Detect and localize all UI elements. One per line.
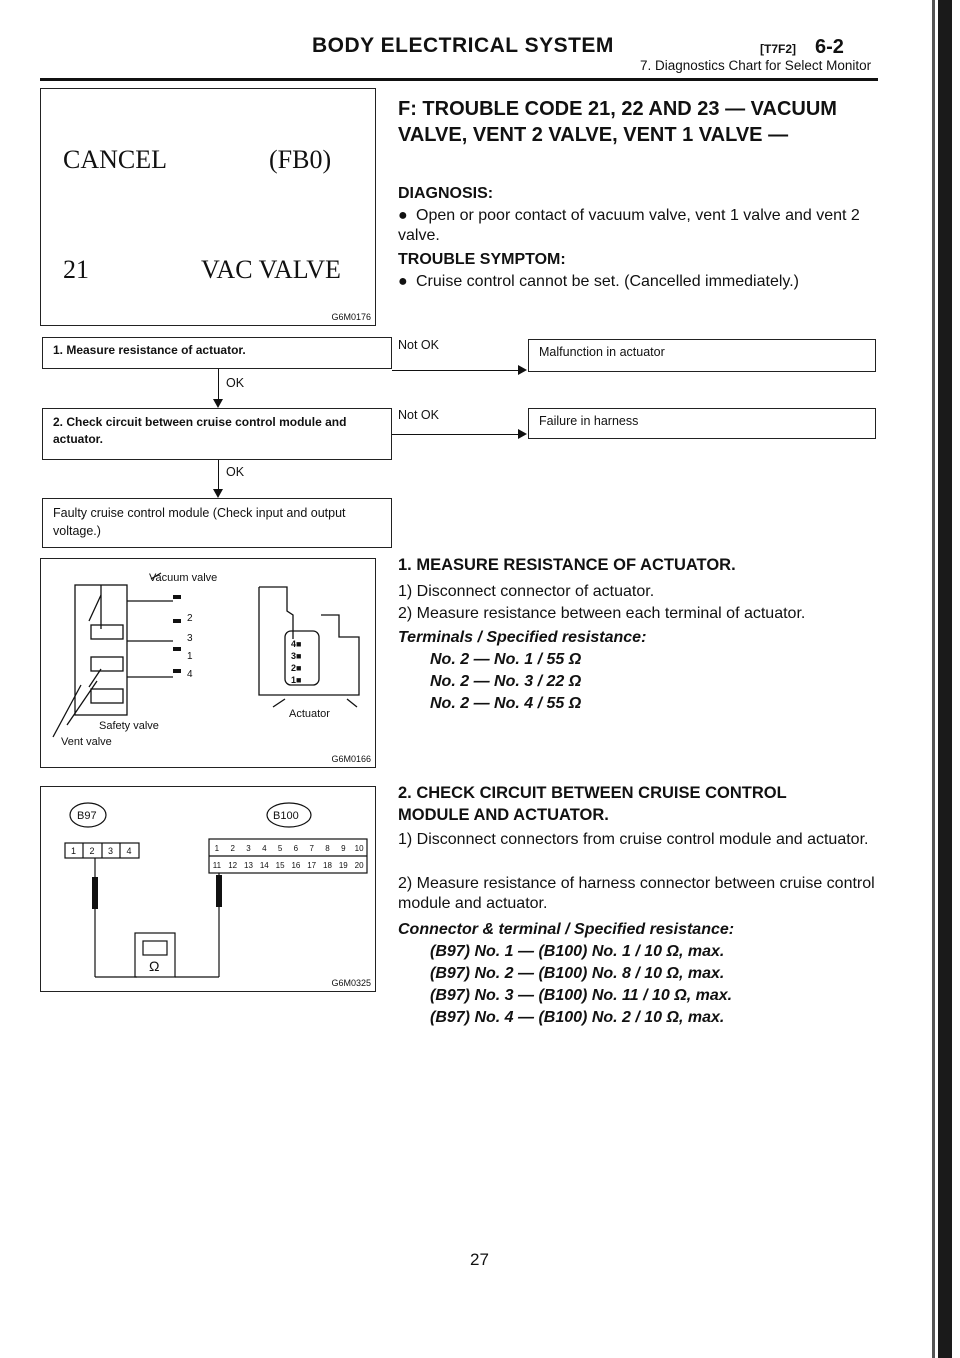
check-step-1: 1) Disconnect connectors from cruise control module and actuator. <box>398 831 869 848</box>
select-monitor-display <box>40 88 376 326</box>
flow-not-ok-2: Not OK <box>398 408 439 422</box>
flow-arrow-1-not-ok <box>392 370 524 371</box>
b100-pin: 9 <box>341 844 346 853</box>
b100-pin: 2 <box>230 844 235 853</box>
b100-pin: 11 <box>212 861 222 870</box>
connector-figure <box>40 786 376 992</box>
b100-pin: 10 <box>354 844 364 853</box>
diagnosis-item: ● Open or poor contact of vacuum valve, vent 1 valve and vent 2 valve. <box>398 207 860 244</box>
header-page-ref: 6-2 <box>815 36 844 58</box>
actuator-figure <box>40 558 376 768</box>
display-valve: VAC VALVE <box>201 255 341 284</box>
svg-text:3■: 3■ <box>291 651 302 661</box>
b100-pin: 8 <box>325 844 330 853</box>
b97-pin: 3 <box>108 846 114 856</box>
b100-pin: 14 <box>259 861 269 870</box>
flow-step-3: Faulty cruise control module (Check input and output voltage.) <box>42 498 392 548</box>
check-spec: (B97) No. 4 — (B100) No. 2 / 10 Ω, max. <box>430 1009 725 1026</box>
label-b100: B100 <box>273 810 299 822</box>
binding-edge <box>928 0 954 1358</box>
flow-ok-1: OK <box>226 376 245 390</box>
display-fbo: (FB0) <box>269 145 332 174</box>
svg-text:1■: 1■ <box>291 675 302 685</box>
measure-spec: No. 2 — No. 4 / 55 Ω <box>430 695 582 712</box>
terminal-label: 1 <box>187 651 193 662</box>
measure-spec: No. 2 — No. 3 / 22 Ω <box>430 673 582 690</box>
check-spec: (B97) No. 3 — (B100) No. 11 / 10 Ω, max. <box>430 987 733 1004</box>
header-subtitle: 7. Diagnostics Chart for Select Monitor <box>640 58 872 73</box>
flow-step-2: 2. Check circuit between cruise control module and actuator. <box>42 408 392 460</box>
svg-text:2■: 2■ <box>291 663 302 673</box>
b100-pin: 20 <box>354 861 364 870</box>
svg-text:4■: 4■ <box>291 639 302 649</box>
flow-arrow-2-not-ok <box>392 434 524 435</box>
arrowhead <box>213 489 223 498</box>
check-spec: (B97) No. 1 — (B100) No. 1 / 10 Ω, max. <box>430 943 725 960</box>
b100-pin: 16 <box>291 861 301 870</box>
flow-ok-2: OK <box>226 465 245 479</box>
measure-spec-label: Terminals / Specified resistance: <box>398 629 647 646</box>
symptom-label: TROUBLE SYMPTOM: <box>398 251 566 268</box>
measure-step-2: 2) Measure resistance between each terminal of actuator. <box>398 605 806 622</box>
label-b97: B97 <box>77 810 97 822</box>
measure-step-1: 1) Disconnect connector of actuator. <box>398 583 655 600</box>
check-spec-label: Connector & terminal / Specified resistance: <box>398 921 735 938</box>
b100-pin: 1 <box>214 844 220 853</box>
label-safety-valve: Safety valve <box>99 720 159 732</box>
diagnosis-label: DIAGNOSIS: <box>398 185 494 202</box>
b100-pin: 5 <box>277 844 283 853</box>
b100-pin: 19 <box>338 861 348 870</box>
b97-pin: 2 <box>89 846 95 856</box>
b100-pin: 12 <box>228 861 238 870</box>
terminal-label: 4 <box>187 669 193 680</box>
terminal-label: 2 <box>187 613 193 624</box>
figure-code: G6M0325 <box>331 978 371 988</box>
page-number: 27 <box>470 1250 489 1269</box>
b100-pin: 18 <box>323 861 332 870</box>
check-title-line-2: MODULE AND ACTUATOR. <box>398 806 609 824</box>
arrowhead <box>213 399 223 408</box>
connector-diagram <box>41 787 375 991</box>
figure-code: G6M0176 <box>331 312 371 322</box>
flow-result-1: Malfunction in actuator <box>528 339 876 372</box>
b97-pin: 1 <box>71 846 77 856</box>
b100-pin: 13 <box>244 861 253 870</box>
section-title: F: TROUBLE CODE 21, 22 AND 23 — VACUUM VALVE, VENT 2 VALVE, VENT 1 VALVE — <box>398 98 837 146</box>
measure-title: 1. MEASURE RESISTANCE OF ACTUATOR. <box>398 556 736 574</box>
diagnosis-text: Open or poor contact of vacuum valve, vent 1 valve and vent 2 valve. <box>398 207 860 244</box>
label-vacuum-valve: Vacuum valve <box>149 572 218 584</box>
label-vent-valve: Vent valve <box>61 736 112 748</box>
check-step-2: 2) Measure resistance of harness connector between cruise control module and actuator. <box>398 875 875 912</box>
figure-code: G6M0166 <box>331 754 371 764</box>
symptom-item: ● Cruise control cannot be set. (Cancelled immediately.) <box>398 273 799 290</box>
measure-spec: No. 2 — No. 1 / 55 Ω <box>430 651 582 668</box>
header-code: [T7F2] <box>760 42 796 56</box>
b100-pin: 3 <box>246 844 251 853</box>
page-header-title: BODY ELECTRICAL SYSTEM <box>312 34 614 57</box>
b100-pin: 17 <box>307 861 317 870</box>
check-spec: (B97) No. 2 — (B100) No. 8 / 10 Ω, max. <box>430 965 725 982</box>
display-cancel: CANCEL <box>63 145 167 174</box>
display-code: 21 <box>63 255 89 284</box>
label-actuator: Actuator <box>289 708 330 720</box>
header-rule <box>40 78 878 81</box>
flow-result-2: Failure in harness <box>528 408 876 439</box>
actuator-diagram <box>41 559 375 767</box>
b97-pin: 4 <box>126 846 132 856</box>
b100-pin: 7 <box>309 844 314 853</box>
ohmmeter-symbol: Ω <box>149 958 160 974</box>
symptom-text: Cruise control cannot be set. (Cancelled immediately.) <box>416 273 799 290</box>
check-title-line-1: 2. CHECK CIRCUIT BETWEEN CRUISE CONTROL <box>398 784 787 802</box>
flow-not-ok-1: Not OK <box>398 338 439 352</box>
arrowhead <box>518 429 527 439</box>
arrowhead <box>518 365 527 375</box>
b100-pin: 4 <box>262 844 267 853</box>
b100-pin: 15 <box>275 861 285 870</box>
terminal-label: 3 <box>187 633 193 644</box>
b100-pin: 6 <box>293 844 299 853</box>
flow-step-1: 1. Measure resistance of actuator. <box>42 337 392 369</box>
